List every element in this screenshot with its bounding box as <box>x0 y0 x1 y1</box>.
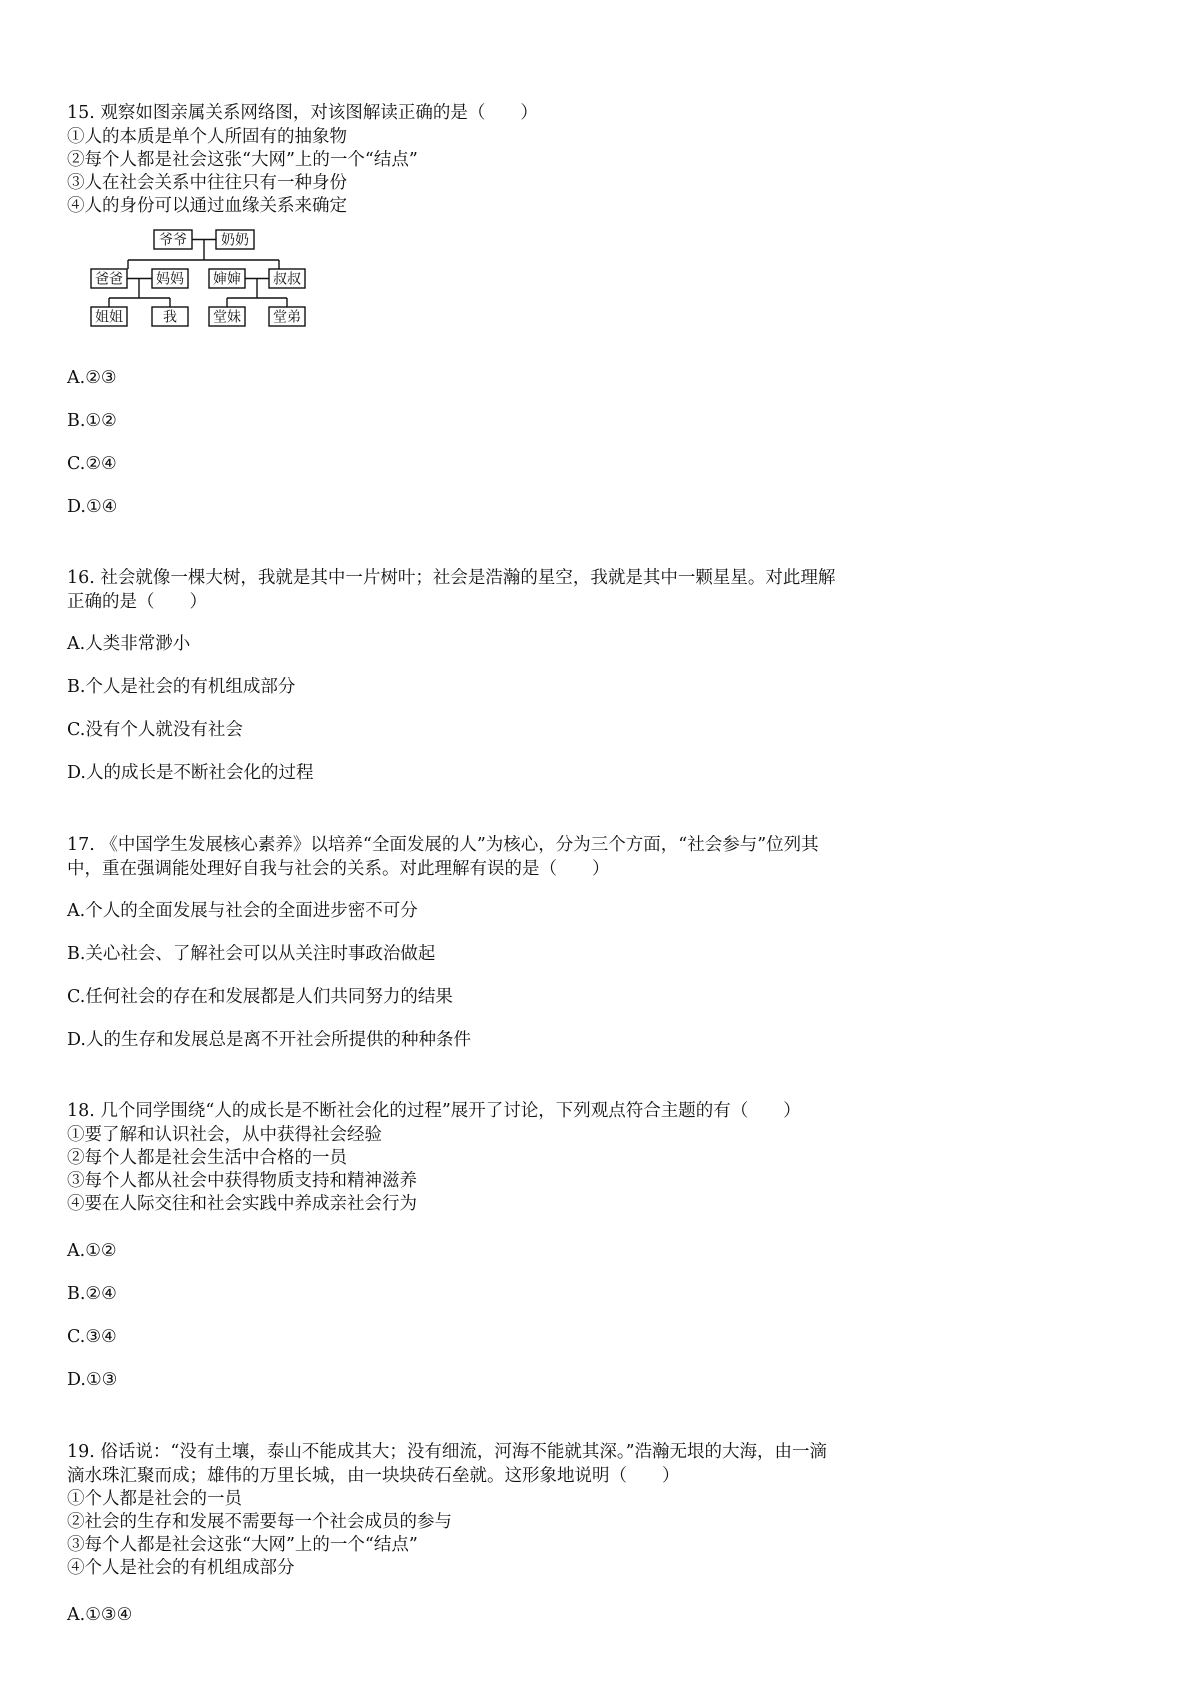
kinship-network-diagram <box>88 228 320 336</box>
node-cousin-f: 堂妹 <box>213 309 241 326</box>
q15-stem: 15. 观察如图亲属关系网络图，对该图解读正确的是（ ） <box>67 103 538 123</box>
q15-option-d[interactable]: D.①④ <box>67 497 118 517</box>
q17-option-c[interactable]: C.任何社会的存在和发展都是人们共同努力的结果 <box>67 987 453 1007</box>
q18-option-c[interactable]: C.③④ <box>67 1327 117 1347</box>
q19-statement-1: ①个人都是社会的一员 <box>67 1489 242 1509</box>
q15-statement-3: ③人在社会关系中往往只有一种身份 <box>67 173 347 193</box>
q15-option-b[interactable]: B.①② <box>67 411 117 431</box>
q18-statement-4: ④要在人际交往和社会实践中养成亲社会行为 <box>67 1194 417 1214</box>
q19-stem-line-2: 滴水珠汇聚而成；雄伟的万里长城，由一块块砖石垒就。这形象地说明（ ） <box>67 1466 680 1486</box>
q19-statement-3: ③每个人都是社会这张“大网”上的一个“结点” <box>67 1535 418 1555</box>
q18-option-a[interactable]: A.①② <box>67 1241 117 1261</box>
q19-stem-line-1: 19. 俗话说：“没有土壤，泰山不能成其大；没有细流，河海不能就其深。”浩瀚无垠的大海，由一滴 <box>67 1442 828 1462</box>
node-mom: 妈妈 <box>156 271 184 288</box>
q16-option-c[interactable]: C.没有个人就没有社会 <box>67 720 243 740</box>
node-cousin-m: 堂弟 <box>273 309 301 326</box>
q19-statement-2: ②社会的生存和发展不需要每一个社会成员的参与 <box>67 1512 452 1532</box>
q17-stem-line-1: 17. 《中国学生发展核心素养》以培养“全面发展的人”为核心，分为三个方面，“社会参与”位列其 <box>67 835 819 855</box>
node-grandma: 奶奶 <box>221 232 249 249</box>
node-sister: 姐姐 <box>95 309 123 326</box>
q15-option-c[interactable]: C.②④ <box>67 454 117 474</box>
q16-option-b[interactable]: B.个人是社会的有机组成部分 <box>67 677 296 697</box>
q18-option-d[interactable]: D.①③ <box>67 1370 118 1390</box>
q15-statement-2: ②每个人都是社会这张“大网”上的一个“结点” <box>67 150 418 170</box>
q18-option-b[interactable]: B.②④ <box>67 1284 117 1304</box>
node-grandpa: 爷爷 <box>159 232 187 249</box>
q16-stem-line-2: 正确的是（ ） <box>67 592 207 612</box>
q18-stem: 18. 几个同学围绕“人的成长是不断社会化的过程”展开了讨论，下列观点符合主题的有（ ） <box>67 1101 801 1121</box>
q18-statement-3: ③每个人都从社会中获得物质支持和精神滋养 <box>67 1171 417 1191</box>
q15-option-a[interactable]: A.②③ <box>67 368 117 388</box>
q17-option-d[interactable]: D.人的生存和发展总是离不开社会所提供的种种条件 <box>67 1030 471 1050</box>
node-dad: 爸爸 <box>95 271 123 288</box>
q16-stem-line-1: 16. 社会就像一棵大树，我就是其中一片树叶；社会是浩瀚的星空，我就是其中一颗星星。对此理解 <box>67 568 836 588</box>
q16-option-d[interactable]: D.人的成长是不断社会化的过程 <box>67 763 314 783</box>
q19-option-a[interactable]: A.①③④ <box>67 1605 133 1625</box>
node-uncle: 叔叔 <box>273 271 301 288</box>
node-me: 我 <box>163 309 177 326</box>
q15-statement-1: ①人的本质是单个人所固有的抽象物 <box>67 127 347 147</box>
q18-statement-2: ②每个人都是社会生活中合格的一员 <box>67 1148 347 1168</box>
node-aunt: 婶婶 <box>213 271 241 288</box>
q16-option-a[interactable]: A.人类非常渺小 <box>67 634 191 654</box>
q19-statement-4: ④个人是社会的有机组成部分 <box>67 1558 295 1578</box>
q17-option-b[interactable]: B.关心社会、了解社会可以从关注时事政治做起 <box>67 944 436 964</box>
q17-option-a[interactable]: A.个人的全面发展与社会的全面进步密不可分 <box>67 901 418 921</box>
q15-statement-4: ④人的身份可以通过血缘关系来确定 <box>67 196 347 216</box>
q17-stem-line-2: 中，重在强调能处理好自我与社会的关系。对此理解有误的是（ ） <box>67 859 610 879</box>
q18-statement-1: ①要了解和认识社会，从中获得社会经验 <box>67 1125 382 1145</box>
